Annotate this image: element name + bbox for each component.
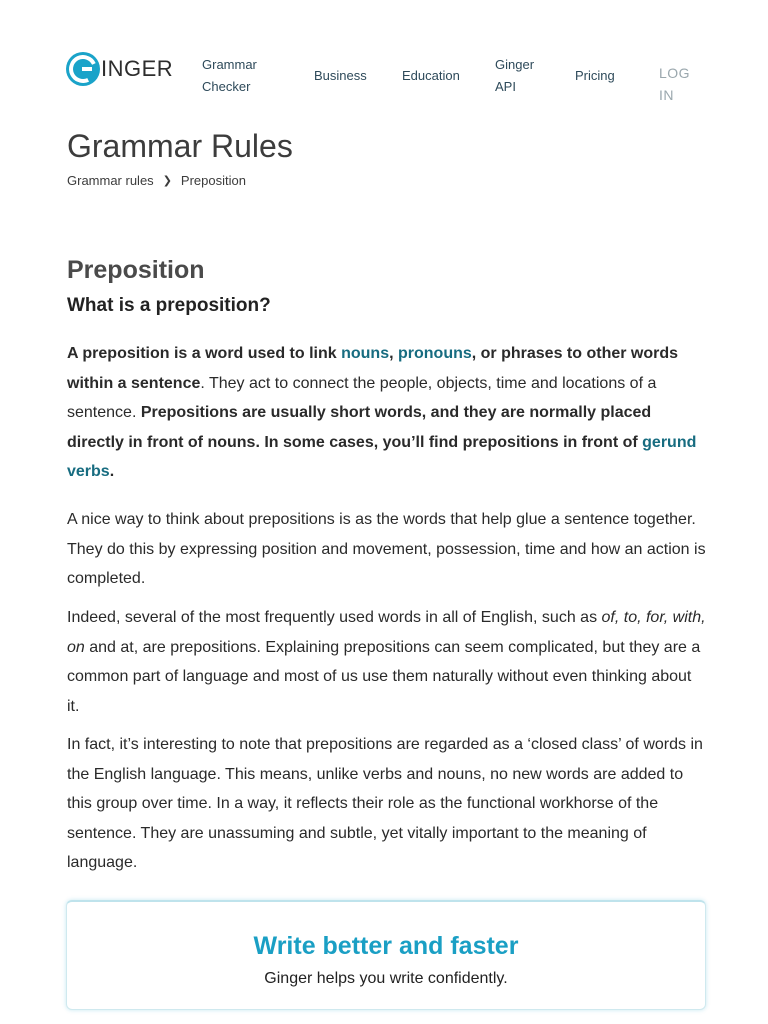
breadcrumb (67, 173, 246, 188)
link-pronouns[interactable]: pronouns (398, 345, 472, 362)
article-paragraph-4: In fact, it’s interesting to note that prepositions are regarded as a ‘closed class’ of words in the English language. This means, unlike verbs and nouns, no new words are added to this group over time. In a way, it reflects their role as the functional workhorse of the sentence. They are unassuming and subtle, yet vitally important to the meaning of language. (67, 736, 703, 871)
article-paragraph-2: A nice way to think about prepositions is as the words that help glue a sentence together. They do this by expressing position and movement, possession, time and how an action is completed. (67, 511, 706, 587)
nav-login-line1: LOG (659, 65, 691, 81)
p1-text-a: A preposition is a word used to link (67, 345, 342, 362)
breadcrumb-current: Preposition (180, 173, 246, 188)
page-title: Grammar Rules (67, 128, 293, 164)
article-paragraph-1 (67, 339, 707, 487)
nav-login[interactable] (659, 62, 729, 106)
site-header (0, 0, 768, 120)
ginger-logo[interactable] (66, 52, 173, 86)
nav-education[interactable]: Education (402, 68, 460, 83)
breadcrumb-grammar-rules[interactable]: Grammar rules (67, 173, 154, 188)
nav-login-line2: IN (659, 87, 674, 103)
p3-text-b: and at, are prepositions. Explaining prepositions can seem complicated, but they are a common part of language and most of us use them naturally without even thinking about it. (67, 638, 701, 715)
p1-text-d: Prepositions are usually short words, and they are normally placed directly in front of nouns. In some cases, you’ll find prepositions in front of (67, 404, 652, 451)
promo-title: Write better and faster (253, 932, 519, 960)
nav-ginger-api-line2: API (495, 79, 516, 94)
article-subtitle: What is a preposition? (67, 295, 271, 316)
article-paragraph-3 (67, 603, 707, 721)
p3-italic: of, to, for, with, on (67, 609, 706, 656)
nav-ginger-api-line1: Ginger (495, 57, 535, 72)
nav-grammar-checker[interactable] (202, 54, 272, 98)
logo-text: INGER (101, 56, 174, 81)
p1-text-c: . They act to connect the people, objects, time and locations of a sentence. (67, 374, 657, 421)
ginger-logo-icon (66, 52, 100, 86)
p1-text-b: , or phrases to other words within a sentence (67, 345, 679, 392)
promo-card (66, 900, 706, 1010)
chevron-right-icon: ❯ (162, 175, 172, 187)
link-gerund-verbs[interactable]: gerund verbs (67, 433, 697, 480)
p3-text-a: Indeed, several of the most frequently used words in all of English, such as (67, 609, 602, 626)
nav-grammar-checker-line2: Checker (202, 79, 251, 94)
nav-business[interactable]: Business (314, 68, 367, 83)
link-nouns[interactable]: nouns (341, 345, 390, 362)
nav-pricing[interactable]: Pricing (575, 68, 615, 83)
nav-grammar-checker-line1: Grammar (202, 57, 257, 72)
article-title: Preposition (67, 256, 205, 284)
nav-ginger-api[interactable] (495, 54, 565, 98)
promo-subtitle: Ginger helps you write confidently. (264, 970, 508, 987)
p1-comma: , (389, 345, 398, 362)
p1-text-e: . (109, 463, 115, 480)
p1-bold-2 (67, 404, 696, 480)
